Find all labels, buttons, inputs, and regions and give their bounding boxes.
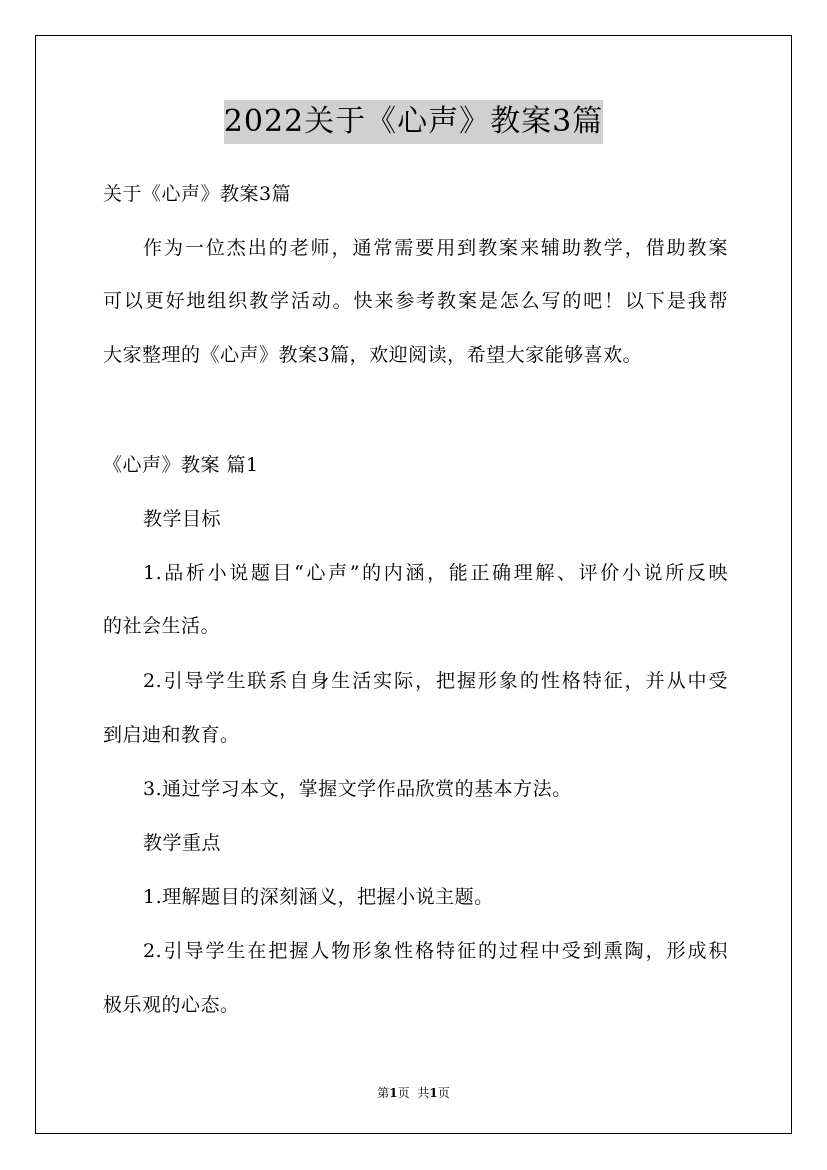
footer-total-prefix: 共 <box>417 1086 430 1100</box>
key-point-2-line-2: 极乐观的心态。 <box>103 994 240 1016</box>
goal-3: 3.通过学习本文，掌握文学作品欣赏的基本方法。 <box>143 778 572 800</box>
teaching-goals-heading: 教学目标 <box>143 508 222 530</box>
document-title: 2022关于《心声》教案3篇 <box>224 100 603 144</box>
page-footer <box>0 1085 827 1101</box>
footer-page-prefix: 第 <box>377 1086 390 1100</box>
title-container <box>0 100 827 144</box>
goal-1-line-1: 1.品析小说题目“心声”的内涵，能正确理解、评价小说所反映 <box>143 562 728 584</box>
goal-2-line-1: 2.引导学生联系自身生活实际，把握形象的性格特征，并从中受 <box>143 670 728 692</box>
footer-page-number: 1 <box>389 1086 398 1100</box>
footer-total-suffix: 页 <box>437 1086 450 1100</box>
intro-line-3: 大家整理的《心声》教案3篇，欢迎阅读，希望大家能够喜欢。 <box>103 344 643 366</box>
intro-line-1: 作为一位杰出的老师，通常需要用到教案来辅助教学，借助教案 <box>143 237 728 259</box>
section-heading: 《心声》教案 篇1 <box>103 454 259 476</box>
footer-total-number: 1 <box>429 1086 438 1100</box>
key-point-2-line-1: 2.引导学生在把握人物形象性格特征的过程中受到熏陶，形成积 <box>143 940 728 962</box>
key-points-heading: 教学重点 <box>143 832 222 854</box>
footer-page-suffix: 页 <box>397 1086 410 1100</box>
goal-1-line-2: 的社会生活。 <box>103 615 221 637</box>
goal-2-line-2: 到启迪和教育。 <box>103 724 240 746</box>
key-point-1: 1.理解题目的深刻涵义，把握小说主题。 <box>143 886 494 908</box>
document-subtitle: 关于《心声》教案3篇 <box>103 183 292 205</box>
intro-line-2: 可以更好地组织教学活动。快来参考教案是怎么写的吧！以下是我帮 <box>103 290 728 312</box>
